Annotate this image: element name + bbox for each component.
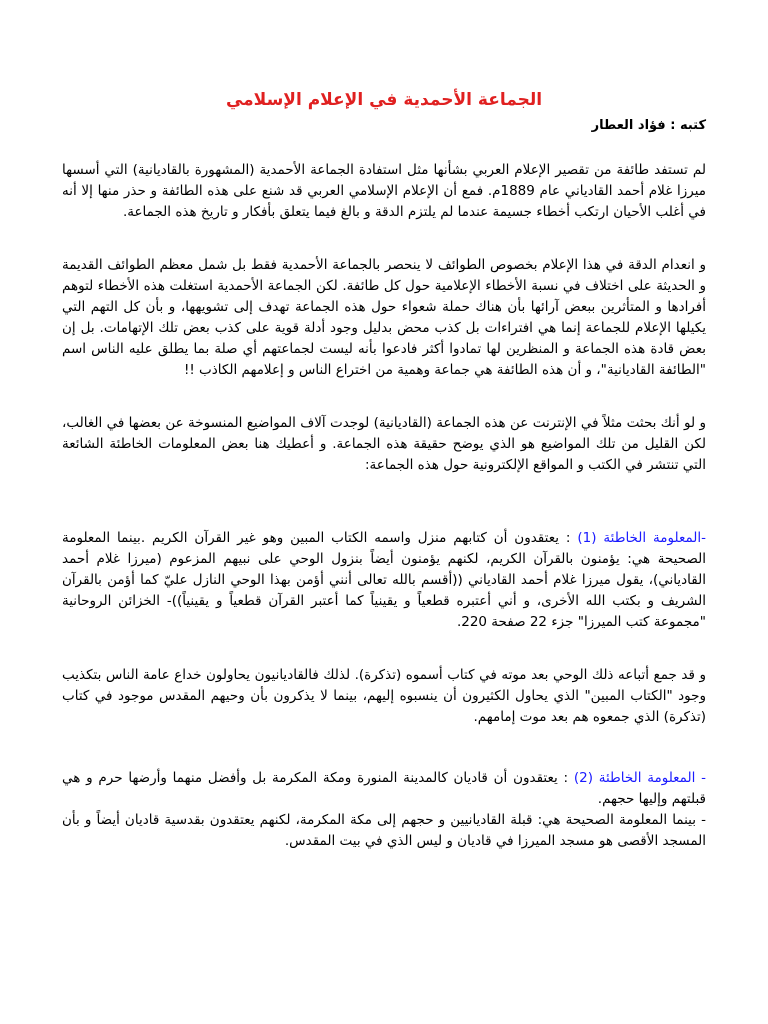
paragraph-tadhkira: و قد جمع أتباعه ذلك الوحي بعد موته في كتاب أسموه (تذكرة). لذلك فالقاديانيون يحاولون خداع عامة الناس بتكذيب وجود "الكتاب المبين" الذي يحاول الكثيرون أن ينسبوه إليهم، بينما لا يذكرون بأن وحيهم المقدس موجود في كتاب (تذكرة) الذي جمعوه هم بعد موت إمامهم.	[62, 667, 706, 725]
paragraph-wrong-info-2	[62, 768, 706, 810]
spacer	[62, 633, 706, 665]
paragraph-internet: و لو أنك بحثت مثلاً في الإنترنت عن هذه الجماعة (القاديانية) لوجدت آلاف المواضيع المنسوخة عن بعضها في الغالب، لكن القليل من تلك المواضيع هو الذي يوضح حقيقة هذه الجماعة. و أعطيك هنا بعض المعلومات الخاطئة الشائعة التي تنتشر في الكتب و المواقع الإلكترونية حول هذه الجماعة:	[62, 415, 706, 473]
spacer	[62, 476, 706, 528]
wrong-info-2-label: - المعلومة الخاطئة (2)	[573, 770, 706, 786]
paragraph-inaccuracy: و انعدام الدقة في هذا الإعلام بخصوص الطوائف لا ينحصر بالجماعة الأحمدية فقط بل شمل معظم الطوائف القديمة و الحديثة على اختلاف في نسبة الأخطاء الإعلامية حول كل طائفة. لكن الجماعة الأحمدية استغلت هذه الأخطاء لتوهم أفرادها و المتأثرين ببعض آرائها بأن هناك حملة شعواء حول هذه الجماعة تهدف إلى تشويهها، و بأن كل التهم التي يكيلها الإعلام للجماعة إنما هي افتراءات بل كذب محض بدليل وجود أدلة قوية على كذب بعض تلك الإتهامات. بل إن بعض قادة هذه الجماعة و المنظرين لها تمادوا أكثر فادعوا بأنه ليست لجماعتهم أي صلة بما يطلق عليه الناس اسم "الطائفة القاديانية"، و أن هذه الطائفة هي جماعة وهمية من اختراع الناس و إعلامهم الكاذب !!	[62, 257, 706, 378]
paragraph-intro: لم تستفد طائفة من تقصير الإعلام العربي بشأنها مثل استفادة الجماعة الأحمدية (المشهورة بالقاديانية) التي أسسها ميرزا غلام أحمد القادياني عام 1889م. فمع أن الإعلام الإسلامي العربي قد شنع على هذه الطائفة و حذر منها إلا أنه في أغلب الأحيان ارتكب أخطاء جسيمة عندما لم يلتزم الدقة و بالغ فيما يتعلق بأفكار و تاريخ هذه الجماعة.	[62, 162, 706, 220]
spacer	[62, 381, 706, 413]
wrong-info-1-label: -المعلومة الخاطئة (1)	[577, 530, 707, 546]
paragraph-wrong-info-1	[62, 528, 706, 633]
wrong-info-2-text: : يعتقدون أن قاديان كالمدينة المنورة ومكة المكرمة بل وأفضل منهما وأرضها حرم و هي قبلتهم وإليها حجهم.	[62, 770, 706, 807]
wrong-info-1-text: : يعتقدون أن كتابهم منزل واسمه الكتاب المبين وهو غير القرآن الكريم .بينما المعلومة الصحيحة هي: يؤمنون بالقرآن الكريم، لكنهم يؤمنون أيضاً بنزول الوحي على نبيهم المزعوم (ميرزا غلام أحمد القادياني)، يقول ميرزا غلام أحمد القادياني ((أقسم بالله تعالى أنني أؤمن بهذا الوحي النازل عليّ كما أؤمن بالقرآن الشريف و بكتب الله الأخرى، و أني أعتبره قطعياً و يقينياً كما أعتبر القرآن قطعياً و يقينياً))- الخزائن الروحانية "مجموعة كتب الميرزا" جزء 22 صفحة 220.	[62, 530, 706, 630]
page-title: الجماعة الأحمدية في الإعلام الإسلامي	[225, 90, 543, 110]
spacer	[62, 728, 706, 768]
paragraph-correct-info-2: - بينما المعلومة الصحيحة هي: قبلة القاديانيين و حجهم إلى مكة المكرمة، لكنهم يعتقدون بقدسية قاديان أيضاً و بأن المسجد الأقصى هو مسجد الميرزا في قاديان و ليس الذي في بيت المقدس.	[62, 812, 706, 849]
spacer	[62, 223, 706, 255]
author-line: كتبه : فؤاد العطار	[591, 118, 706, 133]
